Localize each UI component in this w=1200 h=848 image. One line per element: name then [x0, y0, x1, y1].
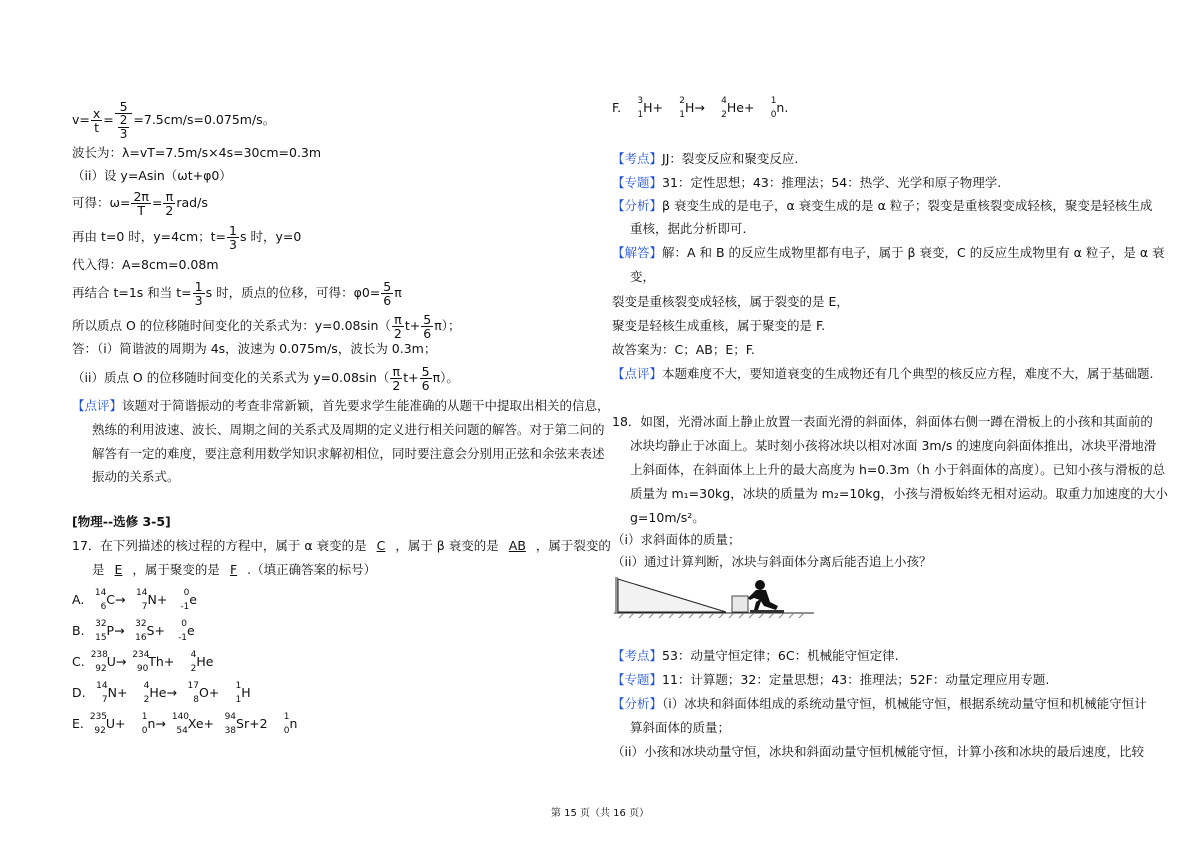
jieda-line-1: 【解答】解：A 和 B 的反应生成物里都有电子，属于 β 衰变，C 的反应生成物里有 α 粒子，是 α 衰 — [612, 245, 1165, 260]
q18-line-4: 质量为 m₁=30kg，冰块的质量为 m₂=10kg，小孩与滑板始终无相对运动。取重力加速度的大小 — [630, 486, 1168, 501]
phase-line: 再结合 t=1s 和当 t= $\frac{1}{3}$ s 时，质点的位移，可得：φ0= $\frac{5}{6}$ π — [72, 279, 402, 308]
amplitude-line: 代入得：A=8cm=0.08m — [72, 257, 219, 272]
jieda-line-4: 聚变是轻核生成重核，属于聚变的是 F. — [612, 318, 826, 333]
jieda-line-3: 裂变是重核裂变成轻核，属于裂变的是 E， — [612, 294, 849, 309]
wavelength-line: 波长为：λ=vT=7.5m/s×4s=30cm=0.3m — [72, 145, 322, 160]
q18-part-i: （i）求斜面体的质量； — [612, 532, 741, 547]
condition-line: 再由 t=0 时，y=4cm；t= $\frac{1}{3}$ s 时，y=0 — [72, 223, 302, 252]
kaodian2-line: 【考点】53：动量守恒定律；6C：机械能守恒定律. — [612, 648, 899, 663]
ice-block — [732, 596, 748, 612]
option-f: F. 3 1 H+ 2 1 H→ 4 2 He+ 1 0 n. — [612, 96, 789, 120]
displacement-line: 所以质点 O 的位移随时间变化的关系式为：y=0.08sin（ $\frac{\pi}{2}$ t+ $\frac{5}{6}$ π）； — [72, 312, 461, 341]
answer-line-2: （ii）质点 O 的位移随时间变化的关系式为 y=0.08sin（ $\frac{\pi}{2}$ t+ $\frac{5}{6}$ π）。 — [72, 364, 459, 393]
incline-diagram — [614, 576, 814, 620]
q18-line-3: 上斜面体，在斜面体上上升的最大高度为 h=0.3m（h 小于斜面体的高度）。已知小孩与滑板的总 — [630, 462, 1166, 477]
option-c: C. 238 92 U→ 234 90 Th+ 4 2 He — [72, 650, 214, 674]
fenxi2-line-2: 算斜面体的质量； — [630, 720, 731, 735]
jieda-line-5: 故答案为：C；AB；E；F. — [612, 342, 755, 357]
velocity-line: v= $\frac{x}{t}$ = $\frac{5}{\frac{2}{3}}$ =7.5cm/s=0.075m/s。 — [72, 99, 276, 141]
q17-line-1: 17．在下列描述的核过程的方程中，属于 α 衰变的是 C ，属于 β 衰变的是 AB ，属于裂变的 — [72, 538, 611, 553]
review-tag: 【点评】 — [72, 398, 123, 413]
review-line-3: 解答有一定的难度，要注意利用数学知识求解初相位，同时要注意会分别用正弦和余弦来表述 — [92, 446, 605, 461]
zhuanti2-line: 【专题】11：计算题；32：定量思想；43：推理法；52F：动量定理应用专题. — [612, 672, 1050, 687]
q17-line-2: 是 E ，属于聚变的是 F .（填正确答案的标号） — [92, 562, 377, 577]
incline-body — [618, 579, 726, 612]
option-b: B. 32 15 P→ 32 16 S+ 0 -1 e — [72, 619, 195, 643]
kaodian-line: 【考点】JJ：裂变反应和聚变反应. — [612, 151, 799, 166]
jieda-line-2: 变， — [630, 269, 656, 284]
section-heading: [物理--选修 3-5] — [72, 514, 171, 529]
fenxi-line-1: 【分析】β 衰变生成的是电子，α 衰变生成的是 α 粒子；裂变是重核裂变成轻核，聚变是轻核生成 — [612, 198, 1153, 213]
review-line-4: 振动的关系式。 — [92, 469, 180, 484]
option-a: A. 14 6 C→ 14 7 N+ 0 -1 e — [72, 588, 197, 612]
fenxi2-line-3: （ii）小孩和冰块动量守恒，冰块和斜面动量守恒机械能守恒，计算小孩和冰块的最后速度，比较 — [612, 744, 1144, 759]
omega-line: 可得：ω= $\frac{2\pi}{T}$ = $\frac{\pi}{2}$ rad/s — [72, 189, 208, 218]
q18-line-5: g=10m/s²。 — [630, 510, 705, 525]
child-figure — [748, 580, 778, 610]
option-e: E. 235 92 U+ 1 0 n→ 140 54 Xe+ 94 38 Sr+2 1 0 n — [72, 712, 298, 736]
review-line-2: 熟练的利用波速、波长、周期之间的关系式及周期的定义进行相关问题的解答。对于第二问的 — [92, 422, 605, 437]
option-d: D. 14 7 N+ 4 2 He→ 17 8 O+ 1 1 H — [72, 681, 251, 705]
q18-line-1: 18．如图，光滑冰面上静止放置一表面光滑的斜面体，斜面体右侧一蹲在滑板上的小孩和其面前的 — [612, 414, 1153, 429]
zhuanti-line: 【专题】31：定性思想；43：推理法；54：热学、光学和原子物理学. — [612, 175, 1002, 190]
q18-part-ii: （ii）通过计算判断，冰块与斜面体分离后能否追上小孩？ — [612, 554, 932, 569]
q18-line-2: 冰块均静止于冰面上。某时刻小孩将冰块以相对冰面 3m/s 的速度向斜面体推出，冰块平滑地滑 — [630, 438, 1157, 453]
answer-line-1: 答：（i）简谐波的周期为 4s，波速为 0.075m/s，波长为 0.3m； — [72, 341, 437, 356]
page-footer: 第 15 页（共 16 页） — [550, 808, 650, 819]
fenxi-line-2: 重核，据此分析即可. — [630, 221, 747, 236]
ice-surface-hatch — [619, 613, 804, 618]
equation-setup-line: （ii）设 y=Asin（ωt+φ0） — [72, 168, 232, 183]
dianping-line: 【点评】本题难度不大，要知道衰变的生成物还有几个典型的核反应方程，难度不大，属于基础题. — [612, 366, 1154, 381]
review-line-1: 【点评】该题对于简谐振动的考查非常新颖，首先要求学生能准确的从题干中提取出相关的信息， — [72, 398, 610, 413]
fenxi2-line-1: 【分析】（i）冰块和斜面体组成的系统动量守恒，机械能守恒，根据系统动量守恒和机械能守恒计 — [612, 696, 1147, 711]
